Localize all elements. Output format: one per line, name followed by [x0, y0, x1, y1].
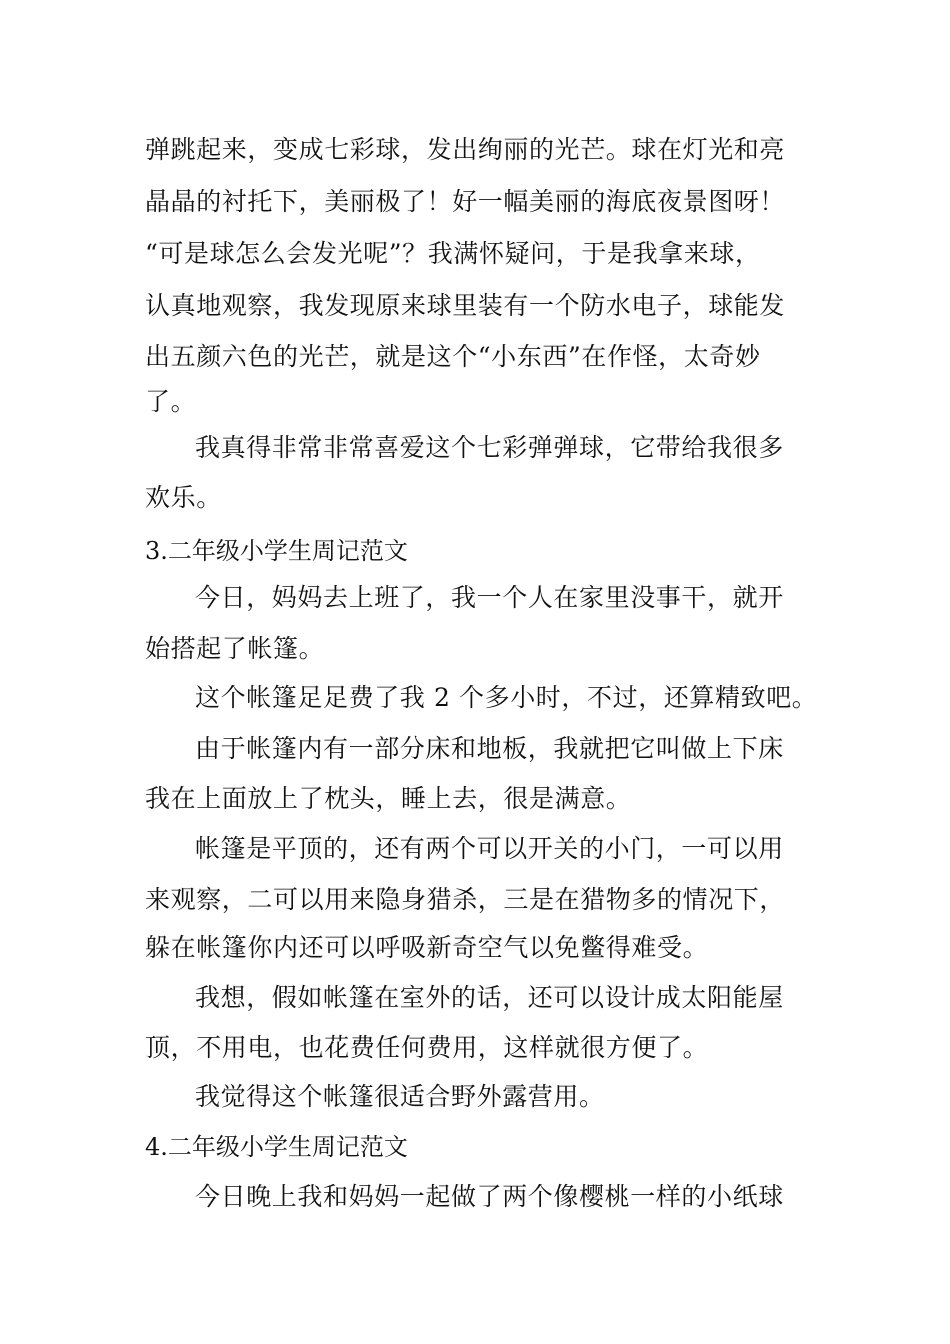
- paragraph-line: 由于帐篷内有一部分床和地板，我就把它叫做上下床: [195, 734, 784, 763]
- paragraph-line: 来观察，二可以用来隐身猎杀，三是在猎物多的情况下，: [145, 885, 786, 914]
- paragraph-line: 这个帐篷足足费了我 2 个多小时，不过，还算精致吧。: [195, 683, 818, 712]
- section-heading: 4.二年级小学生周记范文: [145, 1133, 408, 1161]
- paragraph-line: 今日晚上我和妈妈一起做了两个像樱桃一样的小纸球: [195, 1182, 784, 1211]
- paragraph-line: 认真地观察，我发现原来球里装有一个防水电子，球能发: [145, 291, 786, 320]
- paragraph-line: 帐篷是平顶的，还有两个可以开关的小门，一可以用: [195, 834, 784, 863]
- paragraph-line: 今日，妈妈去上班了，我一个人在家里没事干，就开: [195, 583, 784, 612]
- paragraph-line: 我想，假如帐篷在室外的话，还可以设计成太阳能屋: [195, 983, 784, 1012]
- paragraph-line: 顶，不用电，也花费任何费用，这样就很方便了。: [145, 1033, 709, 1062]
- paragraph-line: 晶晶的衬托下，美丽极了！好一幅美丽的海底夜景图呀！: [145, 187, 786, 216]
- paragraph-line: “可是球怎么会发光呢”？我满怀疑问，于是我拿来球，: [145, 239, 761, 268]
- section-heading: 3.二年级小学生周记范文: [145, 537, 408, 565]
- paragraph-line: 我在上面放上了枕头，睡上去，很是满意。: [145, 784, 632, 813]
- paragraph-line: 欢乐。: [145, 483, 222, 512]
- paragraph-line: 弹跳起来，变成七彩球，发出绚丽的光芒。球在灯光和亮: [145, 135, 786, 164]
- paragraph-line: 始搭起了帐篷。: [145, 634, 325, 663]
- paragraph-line: 躲在帐篷你内还可以呼吸新奇空气以免鳖得难受。: [145, 933, 709, 962]
- paragraph-line: 出五颜六色的光芒，就是这个“小东西”在作怪，太奇妙: [145, 342, 761, 371]
- paragraph-line: 我觉得这个帐篷很适合野外露营用。: [195, 1082, 605, 1111]
- paragraph-line: 我真得非常非常喜爱这个七彩弹弹球，它带给我很多: [195, 433, 784, 462]
- paragraph-line: 了。: [145, 387, 197, 416]
